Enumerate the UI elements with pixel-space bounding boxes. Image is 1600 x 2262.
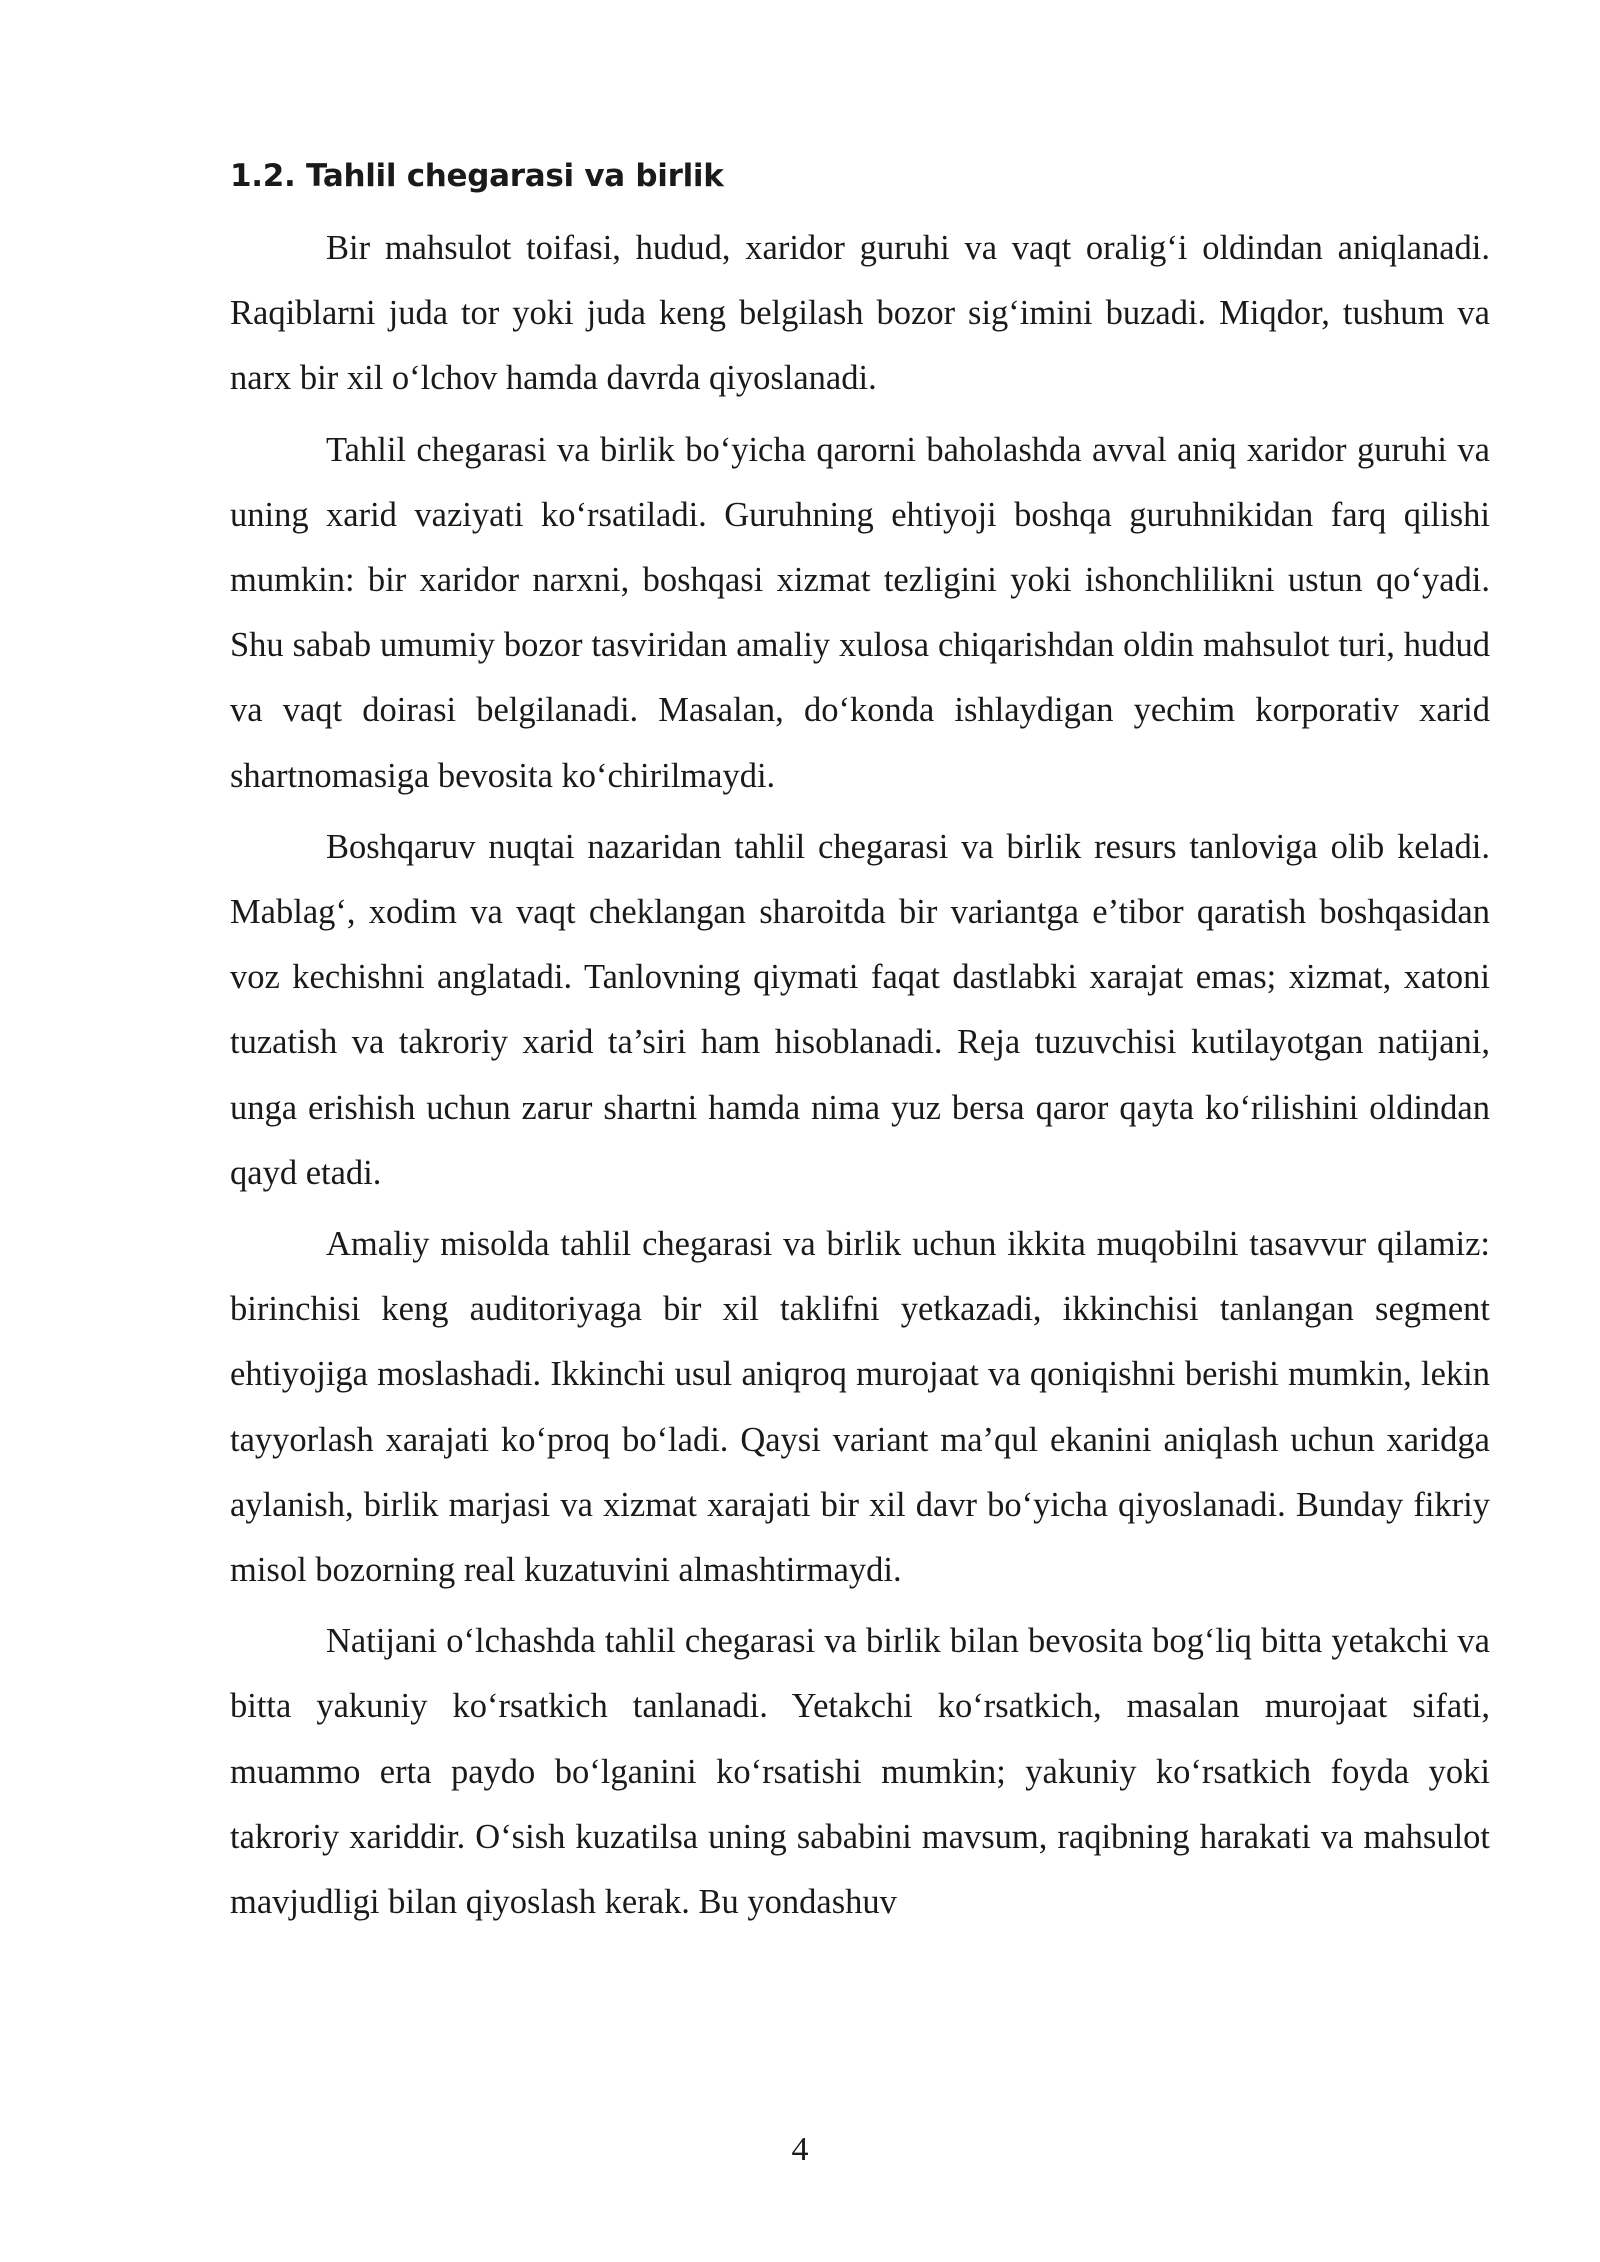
page-content: [230, 150, 1490, 1941]
paragraph-5: Natijani o‘lchashda tahlil chegarasi va birlik bilan bevosita bog‘liq bitta yetakchi va bitta yakuniy ko‘rsatkich tanlanadi. Yetakchi ko‘rsatkich, masalan murojaat sifati, muammo erta paydo bo‘lganini ko‘rsatishi mumkin; yakuniy ko‘rsatkich foyda yoki takroriy xariddir. O‘sish kuzatilsa uning sababini mavsum, raqibning harakati va mahsulot mavjudligi bilan qiyoslash kerak. Bu yondashuv: [230, 1622, 1490, 1922]
page-number: 4: [791, 2131, 809, 2168]
paragraph-2: Tahlil chegarasi va birlik bo‘yicha qarorni baholashda avval aniq xaridor guruhi va uning xarid vaziyati ko‘rsatiladi. Guruhning ehtiyoji boshqa guruhnikidan farq qilishi mumkin: bir xaridor narxni, boshqasi xizmat tezligini yoki ishonchlilikni ustun qo‘yadi. Shu sabab umumiy bozor tasviridan amaliy xulosa chiqarishdan oldin mahsulot turi, hudud va vaqt doirasi belgilanadi. Masalan, do‘konda ishlaydigan yechim korporativ xarid shartnomasiga bevosita ko‘chirilmaydi.: [230, 430, 1490, 795]
section-heading: 1.2. Tahlil chegarasi va birlik: [230, 158, 724, 194]
paragraph-3: Boshqaruv nuqtai nazaridan tahlil chegarasi va birlik resurs tanloviga olib keladi. Mablag‘, xodim va vaqt cheklangan sharoitda bir variantga e’tibor qaratish boshqasidan voz kechishni anglatadi. Tanlovning qiymati faqat dastlabki xarajat emas; xizmat, xatoni tuzatish va takroriy xarid ta’siri ham hisoblanadi. Reja tuzuvchisi kutilayotgan natijani, unga erishish uchun zarur shartni hamda nima yuz bersa qaror qayta ko‘rilishini oldindan qayd etadi.: [230, 827, 1490, 1192]
paragraph-1: Bir mahsulot toifasi, hudud, xaridor guruhi va vaqt oralig‘i oldindan aniqlanadi. Raqiblarni juda tor yoki juda keng belgilash bozor sig‘imini buzadi. Miqdor, tushum va narx bir xil o‘lchov hamda davrda qiyoslanadi.: [230, 229, 1490, 398]
paragraph-4: Amaliy misolda tahlil chegarasi va birlik uchun ikkita muqobilni tasavvur qilamiz: birinchisi keng auditoriyaga bir xil taklifni yetkazadi, ikkinchisi tanlangan segment ehtiyojiga moslashadi. Ikkinchi usul aniqroq murojaat va qoniqishni berishi mumkin, lekin tayyorlash xarajati ko‘proq bo‘ladi. Qaysi variant ma’qul ekanini aniqlash uchun xaridga aylanish, birlik marjasi va xizmat xarajati bir xil davr bo‘yicha qiyoslanadi. Bunday fikriy misol bozorning real kuzatuvini almashtirmaydi.: [230, 1225, 1490, 1590]
